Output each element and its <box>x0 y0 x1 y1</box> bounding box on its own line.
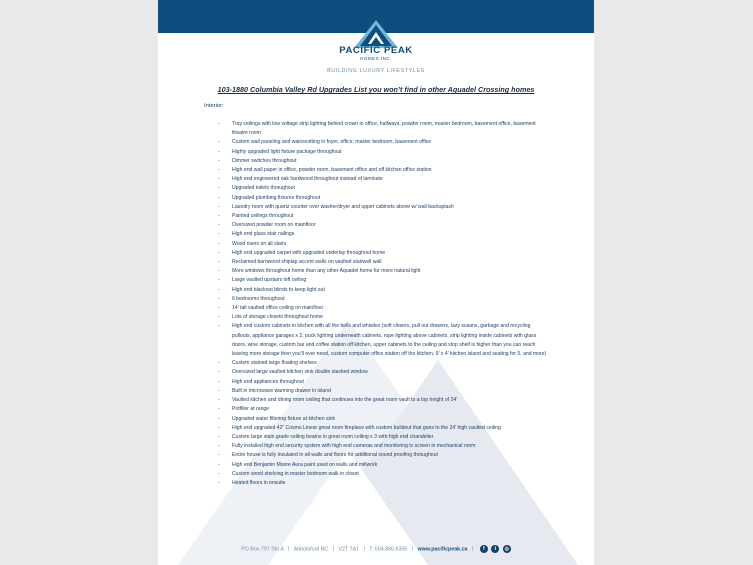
upgrades-list <box>218 120 548 488</box>
footer <box>158 545 594 553</box>
footer-separator: | <box>288 546 290 553</box>
list-item: - Reclaimed barnwood shiplap accent walls on vaulted stairwell wall <box>218 258 548 267</box>
list-item: - Custom wall paneling and wainscotting in foyer, office, master bedroom, basement office <box>218 138 548 147</box>
footer-website-link[interactable]: www.pacificpeak.ca <box>417 546 468 553</box>
list-item: - Vaulted kitchen and dining room ceiling that continues into the great room vault to a top height of 24’ <box>218 396 548 405</box>
footer-city: Abbotsford BC <box>293 546 329 553</box>
list-item: - Fully installed high end security system with high end cameras and monitoring tv screen in mechanical room <box>218 442 548 451</box>
list-item: - More windows throughout home than any other Aquadel home for more natural light <box>218 267 548 276</box>
list-item: - High end glass stair railings <box>218 230 548 239</box>
list-item: - Wood risers on all stairs <box>218 240 548 249</box>
list-item: - Custom wood shelving in master bedroom walk in closet <box>218 470 548 479</box>
document-page <box>158 0 594 565</box>
list-item: - 6 bedrooms throughout <box>218 295 548 304</box>
list-item: - Tray ceilings with low voltage strip lighting behind crown in office, hallways, powder room, master bedroom, basement office, basement theatre room <box>218 120 548 138</box>
list-item: - Upgraded water filtering fixture at kitchen sink <box>218 415 548 424</box>
list-item: - Dimmer switches throughout <box>218 157 548 166</box>
list-item: - Oversized powder room on mainfloor <box>218 221 548 230</box>
footer-phone: T: 604.866.6355 <box>369 546 408 553</box>
list-item: - High end wall paper in office, powder room, basement office and off kitchen office station <box>218 166 548 175</box>
footer-separator: | <box>332 546 334 553</box>
list-item: - High end engineered oak hardwood throughout instead of laminate <box>218 175 548 184</box>
list-item: - Entire house is fully insulated in all walls and floors for additional sound proofing throughout <box>218 451 548 460</box>
section-heading: Interior: <box>204 103 224 109</box>
list-item: - Custom stained large floating shelves <box>218 359 548 368</box>
instagram-icon[interactable]: ◎ <box>504 546 509 552</box>
brand-subtitle: HOMES INC. <box>360 56 392 61</box>
list-item: - Upgraded toilets throughout <box>218 184 548 193</box>
list-item: - High end custom cabinets in kitchen with all the bells and whistles (soft closers, pull out drawers, lazy susans, garbage and recycling pullouts, appliance garages x 2, puck lighting underneath cabinets, rope lighting above cabinets, strip lighting inside cabinets with glass doors, wine storage, custom bar and coffee station off kitchen, upper cabinets to the ceiling and stop shelf is higher than you can reach leaving more storage then you’ll ever need, custom computer office station off the kitchen, 9’ x 4’ kitchen island and seating for 5, and more) <box>218 322 548 359</box>
footer-separator: | <box>471 546 474 553</box>
list-item: - High end upgraded carpet with upgraded underlay throughout home <box>218 249 548 258</box>
list-item: - Highly upgraded light fixture package throughout <box>218 148 548 157</box>
pacific-peak-logo <box>354 20 398 48</box>
list-item: - Lots of storage closets throughout home <box>218 313 548 322</box>
list-item: - Oversized large vaulted kitchen sink double stacked window <box>218 368 548 377</box>
list-item: - Large vaulted upstairs loft ceiling <box>218 276 548 285</box>
list-item: - High end Benjamin Moore Aura paint used on walls and millwork <box>218 461 548 470</box>
list-item: - Painted ceilings throughout <box>218 212 548 221</box>
brand-name: PACIFIC PEAK <box>339 45 413 56</box>
facebook-icon[interactable]: f <box>480 545 488 553</box>
list-item: - Potfiller at range <box>218 405 548 414</box>
footer-postal: V2T 7A1 <box>338 546 359 553</box>
list-item: - Laundry room with quartz counter over washer/dryer and upper cabinets above w/ wall backsplash <box>218 203 548 212</box>
list-item: - Built in microwave warming drawer in island <box>218 387 548 396</box>
footer-address: PO Box 797 Stn A <box>241 546 284 553</box>
list-item: - High end upgraded 42” Cosmo Linear great room fireplace with custom buildout that goes to the 24’ high vaulted ceiling <box>218 424 548 433</box>
twitter-icon[interactable]: t <box>491 545 499 553</box>
document-title: 103-1880 Columbia Valley Rd Upgrades List you won’t find in other Aquadel Crossing homes <box>217 85 535 94</box>
list-item: - Upgraded plumbing fixtures throughout <box>218 194 548 203</box>
list-item: - Heated floors in ensuite <box>218 479 548 488</box>
list-item: - High end blackout blinds to keep light out <box>218 286 548 295</box>
list-item: - High end appliances throughout <box>218 378 548 387</box>
list-item: - 14’ tall vaulted office ceiling on mainfloor <box>218 304 548 313</box>
footer-separator: | <box>363 546 365 553</box>
brand-tagline: BUILDING LUXURY LIFESTYLES <box>327 68 425 74</box>
footer-separator: | <box>411 546 414 553</box>
list-item: - Custom large stain grade ceiling beams in great room ceiling x 3 with high end chandelier <box>218 433 548 442</box>
